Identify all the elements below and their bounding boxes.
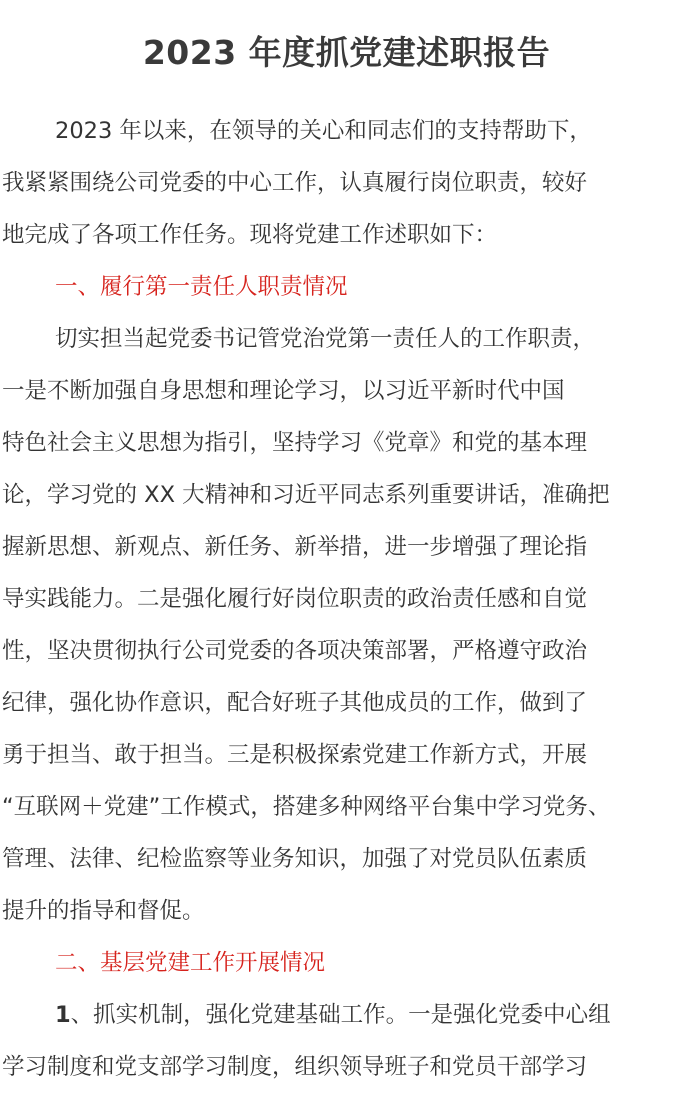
line-text: 2023 年以来，在领导的关心和同志们的支持帮助下， — [55, 118, 592, 144]
paragraph-line — [2, 625, 692, 677]
line-text: 一是不断加强自身思想和理论学习，以习近平新时代中国 — [2, 378, 565, 404]
section-heading — [2, 937, 692, 989]
line-text: 学习制度和党支部学习制度，组织领导班子和党员干部学习 — [2, 1054, 588, 1080]
line-text: 、抓实机制，强化党建基础工作。一是强化党委中心组 — [70, 1002, 611, 1028]
paragraph-line — [2, 781, 692, 833]
paragraph-line — [2, 469, 692, 521]
paragraph-line — [2, 833, 692, 885]
line-text: 我紧紧围绕公司党委的中心工作，认真履行岗位职责，较好 — [2, 170, 588, 196]
line-text: 二、基层党建工作开展情况 — [55, 950, 326, 976]
line-text: 握新思想、新观点、新任务、新举措，进一步增强了理论指 — [2, 534, 588, 560]
paragraph-line — [2, 365, 692, 417]
document-title: 2023 年度抓党建述职报告 — [142, 33, 551, 72]
item-number: 1 — [55, 1002, 71, 1028]
paragraph-line — [2, 1041, 692, 1093]
paragraph-line — [2, 573, 692, 625]
line-text: 特色社会主义思想为指引，坚持学习《党章》和党的基本理 — [2, 430, 588, 456]
line-text: 提升的指导和督促。 — [2, 898, 205, 924]
line-text: 切实担当起党委书记管党治党第一责任人的工作职责， — [55, 326, 596, 352]
paragraph-line — [2, 521, 692, 573]
line-text: 管理、法律、纪检监察等业务知识，加强了对党员队伍素质 — [2, 846, 588, 872]
paragraph-line — [2, 677, 692, 729]
line-text: 一、履行第一责任人职责情况 — [55, 274, 348, 300]
line-text: “互联网＋党建”工作模式，搭建多种网络平台集中学习党务、 — [2, 794, 611, 820]
paragraph-line — [2, 989, 692, 1041]
section-heading — [2, 261, 692, 313]
paragraph-line — [2, 417, 692, 469]
line-text: 地完成了各项工作任务。现将党建工作述职如下： — [2, 222, 498, 248]
document-body — [2, 105, 692, 1093]
line-text: 论，学习党的 XX 大精神和习近平同志系列重要讲话，准确把 — [2, 482, 610, 508]
paragraph-line — [2, 209, 692, 261]
paragraph-line — [2, 729, 692, 781]
line-text: 性，坚决贯彻执行公司党委的各项决策部署，严格遵守政治 — [2, 638, 588, 664]
line-text: 导实践能力。二是强化履行好岗位职责的政治责任感和自觉 — [2, 586, 588, 612]
line-text: 勇于担当、敢于担当。三是积极探索党建工作新方式，开展 — [2, 742, 588, 768]
paragraph-line — [2, 105, 692, 157]
paragraph-line — [2, 313, 692, 365]
paragraph-line — [2, 157, 692, 209]
paragraph-line — [2, 885, 692, 937]
line-text: 纪律，强化协作意识，配合好班子其他成员的工作，做到了 — [2, 690, 588, 716]
